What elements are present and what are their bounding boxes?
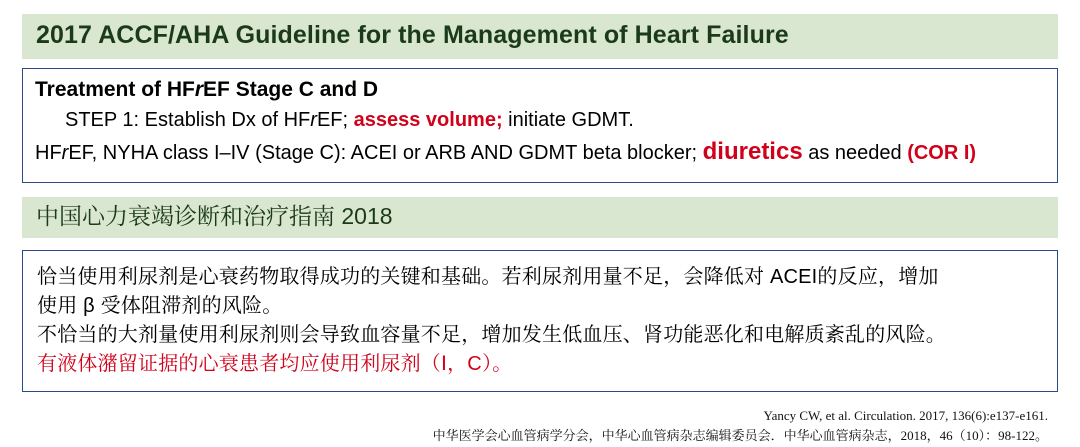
step1-text-a: STEP 1: Establish Dx of HF [65,109,311,131]
nyha-italic-r: r [61,141,69,164]
reference-item: 中华医学会心血管病学分会，中华心血管病杂志编辑委员会．中华心血管病杂志，2018，46（10）：98-122。 [432,428,1048,444]
step1-highlight: assess volume; [353,109,503,131]
heading-text-pre: Treatment of HF [35,77,195,101]
step1-text-b: EF; [316,109,354,131]
header-banner-chinese [22,197,1058,239]
nyha-cor-level: (COR I) [907,141,977,164]
step1-text-c: initiate GDMT. [502,109,634,131]
reference-item: Yancy CW, et al. Circulation. 2017, 136(6):e137-e161. [763,408,1048,424]
chinese-guideline-box [22,250,1058,392]
english-nyha-line [35,135,1045,168]
step1-italic-r: r [310,109,317,131]
chinese-line-4-highlight: 有液体潴留证据的心衰患者均应使用利尿剂（Ⅰ，C）。 [37,353,513,376]
nyha-highlight-diuretics: diuretics [702,137,803,165]
nyha-text-b: EF, NYHA class I–IV (Stage C): ACEI or ARB AND GDMT beta blocker; [68,141,703,164]
reference-list [22,406,1058,446]
heading-italic-r: r [194,77,204,101]
english-guideline-box [22,68,1058,183]
header-banner-english [22,14,1058,59]
english-box-heading [35,77,1045,103]
nyha-text-c: as needed [802,141,908,164]
chinese-line-1: 恰当使用利尿剂是心衰药物取得成功的关键和基础。若利尿剂用量不足，会降低对 ACEI的反应，增加 [37,266,939,289]
heading-text-post: EF Stage C and D [203,77,379,101]
chinese-line-3: 不恰当的大剂量使用利尿剂则会导致血容量不足，增加发生低血压、肾功能恶化和电解质紊乱的风险。 [37,324,946,347]
page-title: 2017 ACCF/AHA Guideline for the Management of Heart Failure [36,21,789,49]
english-step1-line [35,107,1045,135]
nyha-text-a: HF [35,141,62,164]
page-subtitle-chinese: 中国心力衰竭诊断和治疗指南 2018 [36,202,393,229]
chinese-line-2: 使用 β 受体阻滞剂的风险。 [37,295,283,318]
